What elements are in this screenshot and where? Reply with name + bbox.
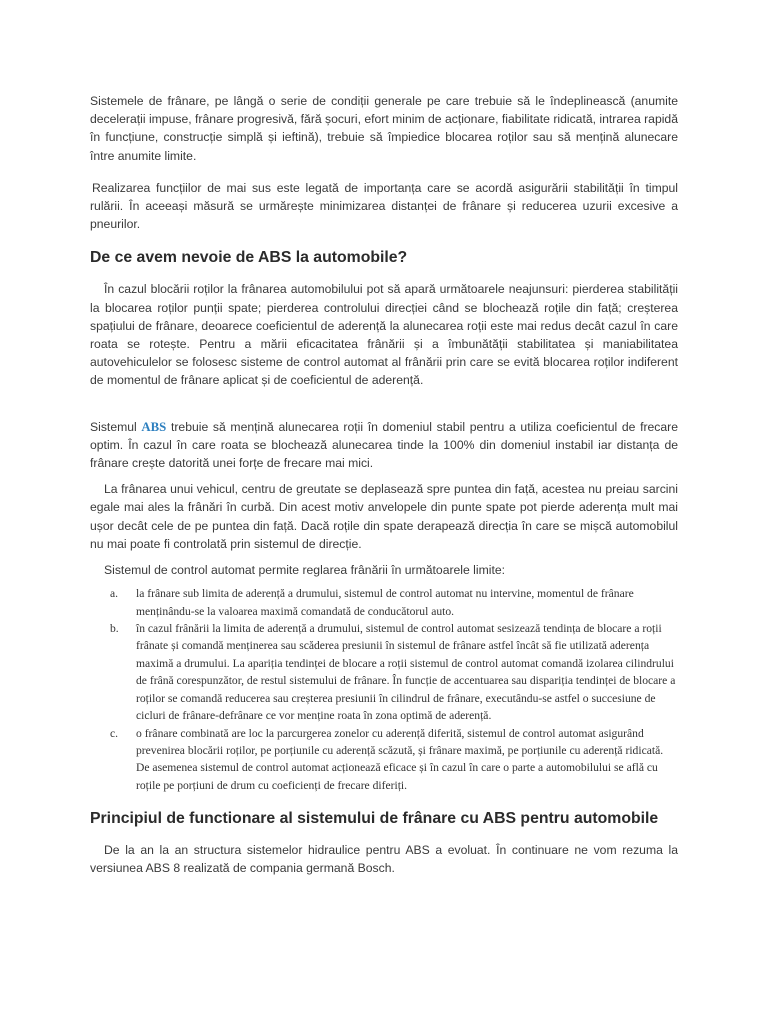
abs-paragraph-rest: trebuie să mențină alunecarea roții în domeniul stabil pentru a utiliza coeficientul de frecare optim. În cazul în care roata se blochează alunecarea tinde la 100% din domeniul instabil iar distanța de frânare crește datorită unei forțe de frecare mai mici.: [90, 419, 679, 471]
limits-intro-paragraph: Sistemul de control automat permite reglarea frânării în următoarele limite:: [104, 563, 506, 578]
heading-why-abs: De ce avem nevoie de ABS la automobile?: [90, 249, 408, 267]
list-item: [110, 620, 678, 724]
intro-paragraph: Sistemele de frânare, pe lângă o serie de condiții generale pe care trebuie să le îndeplinească (anumite decelerații impuse, frânare progresivă, fără șocuri, efort minim de acționare, fiabilitate ridicată, intrarea rapidă în funcțiune, construcție simplă și ieftină), trebuie să împiedice blocarea roților sau să mențină alunecare între anumite limite.: [90, 94, 678, 163]
limits-list: [90, 585, 678, 794]
list-marker: c.: [110, 726, 119, 740]
abs-paragraph-start: Sistemul: [90, 419, 142, 434]
list-item-text: o frânare combinată are loc la parcurgerea zonelor cu aderență diferită, sistemul de control automat asigurând prevenirea blocării roților, pe porțiunile cu aderență scăzută, și frânare maximă, pe porțiunile cu aderență ridicată. De asemenea sistemul de control automat acționează eficace și în cazul în care o parte a automobilului se află cu roțile pe porțiuni de drum cu coeficienți de frecare diferiți.: [136, 726, 664, 792]
evolution-paragraph: De la an la an structura sistemelor hidraulice pentru ABS a evoluat. În continuare ne vom rezuma la versiunea ABS 8 realizată de compania germană Bosch.: [90, 843, 678, 876]
heading-principle: Principiul de functionare al sistemului de frânare cu ABS pentru automobile: [90, 810, 659, 828]
weight-transfer-paragraph: La frânarea unui vehicul, centru de greutate se deplasează spre puntea din față, acestea nu preiau sarcini egale mai ales la frânări în curbă. Din acest motiv anvelopele din punte spate pot pierde aderența mult mai ușor decât cele de pe puntea din față. Dacă roțile din spate derapează direcția în care se mișcă automobilul nu mai poate fi controlată prin sistemul de direcție.: [90, 482, 678, 551]
list-marker: b.: [110, 622, 119, 636]
wheel-lock-paragraph: În cazul blocării roților la frânarea automobilului pot să apară următoarele neajunsuri: pierderea stabilității la blocarea roților punții spate; pierderea controlului direcției când se blochează roțile din față; creșterea spațiului de frânare, deoarece coeficientul de aderență la alunecarea roții este mai redus decât cazul în care roata se rotește. Pentru a mării eficacitatea frânării și a îmbunătății stabilitatea și maniabilitatea autovehiculelor se folosesc sisteme de control automat al frânării prin care se evită blocarea roților indiferent de momentul de frânare aplicat și de coeficientul de aderență.: [90, 282, 678, 388]
document-page: [90, 92, 678, 878]
abs-highlight: ABS: [141, 419, 167, 434]
stability-paragraph: Realizarea funcțiilor de mai sus este legată de importanța care se acordă asigurării stabilității în timpul rulării. În aceeași măsură se urmărește minimizarea distanței de frânare și reducerea uzurii excesive a pneurilor.: [90, 180, 678, 232]
list-item-text: în cazul frânării la limita de aderență a drumului, sistemul de control automat sesizează tendința de blocare a roții frânate și comandă menținerea sau scăderea presiunii în sistemul de frânare astfel încât să fie utilizată aderența maximă a drumului. La apariția tendinței de blocare a roții sistemul de control automat comandă izolarea cilindrului de frână corespunzător, de restul sistemului de frânare. În funcție de accentuarea sau dispariția tendinței de blocare a roților se comandă reducerea sau creșterea presiunii în cilindrul de frânare, executându-se astfel o succesiune de cicluri de frânare-defrânare ce vor menține roata în zona optimă de aderență.: [136, 622, 676, 723]
list-item: [110, 585, 678, 620]
list-marker: a.: [110, 587, 119, 601]
list-item-text: la frânare sub limita de aderență a drumului, sistemul de control automat nu intervine, momentul de frânare menținându-se la valoarea maximă comandată de conducătorul auto.: [136, 587, 634, 618]
abs-paragraph: [90, 418, 678, 473]
list-item: [110, 725, 678, 795]
